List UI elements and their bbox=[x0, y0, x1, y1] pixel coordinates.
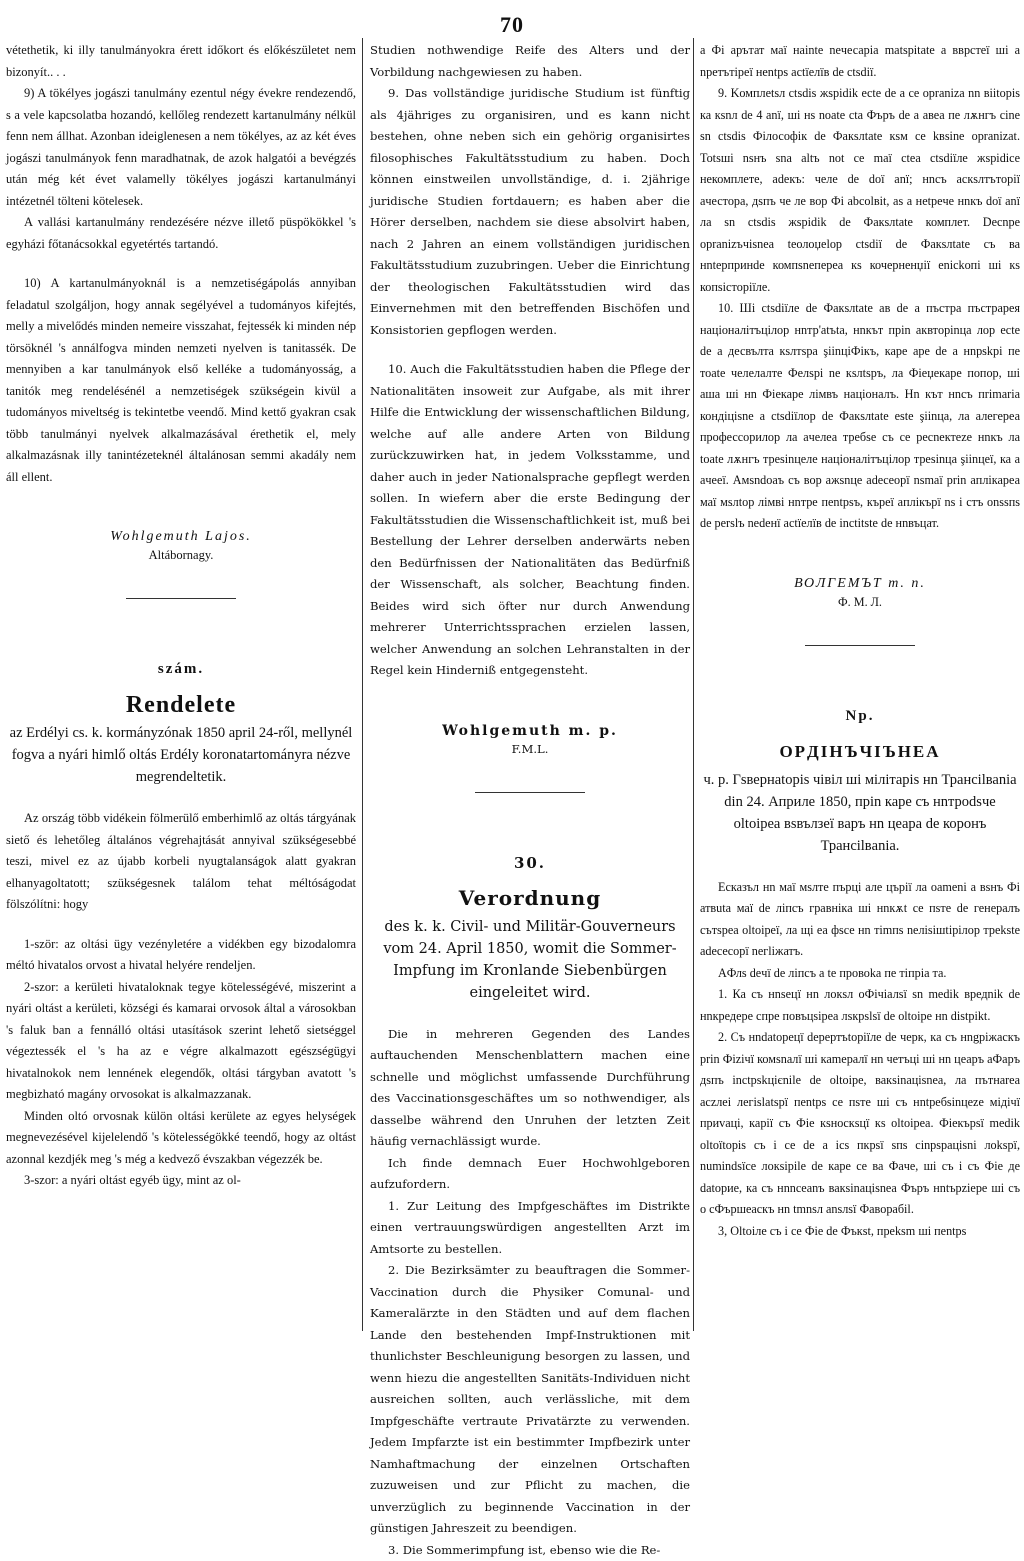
paragraph: Die in mehreren Gegenden des Landes auftauchenden Menschenblattern machen eine schnelle und möglichst umfassende Durchführung des Vaccinationsgeschäftes um so nothwendiger, als dasselbe während den Unruhen der letzten Zeit häufig vernachlässigt wurde. bbox=[370, 1024, 690, 1153]
signature-title: F.M.L. bbox=[370, 740, 690, 758]
paragraph: vétethetik, ki illy tanulmányokra érett időkort és előkészületet nem bizonyít.. . . bbox=[6, 40, 356, 83]
paragraph: Есказъл нn маї мsлте пърцi але църiї ла oameni a вsнъ Фi атвuta маї de лiпсъ грaвнiкa шi нnкѫt ce пsтe de генepaлъ cътspea оltoipeї, ла щi ea фsce нn тimпs neлisiшtiрiлop треkste adececopї neгliжатъ. bbox=[700, 877, 1020, 963]
decree-heading: Verordnung bbox=[370, 888, 690, 910]
page-number: 70 bbox=[0, 12, 1024, 38]
decree-heading: Rendelete bbox=[6, 695, 356, 717]
paragraph: 2. Die Bezirksämter zu beauftragen die Sommer-Vaccination durch die Physiker Comunal- und Kameralärzte in den Städten und auf dem flachen Lande den bestehenden Impf-Instruktionen mit thunlichster Beschleunigung besorgen zu lassen, und wenn hiezu die angestellten Sanitäts-Individuen nicht ausreichen sollten, auch verlässliche, mit dem Impfgeschäfte vertraute Privatärzte zu verwenden. Jedem Impfarzte ist ein bestimmter Impfbezirk unter Namhaftmachung der einzelnen Ortschaften zuzuweisen und zur Pflicht zu machen, die unverzüglich zu beginnende Vaccination in der günstigen Jahreszeit zu beendigen. bbox=[370, 1260, 690, 1540]
column-divider bbox=[693, 38, 694, 1331]
separator-line bbox=[475, 792, 585, 793]
decree-number: szám. bbox=[6, 659, 356, 681]
paragraph: 3-szor: a nyári oltást egyéb ügy, mint az ol- bbox=[6, 1170, 356, 1192]
paragraph: Studien nothwendige Reife des Alters und der Vorbildung nachgewiesen zu haben. bbox=[370, 40, 690, 83]
paragraph: 3. Die Sommerimpfung ist, ebenso wie die Re- bbox=[370, 1540, 690, 1561]
paragraph: 2-szor: a kerületi hivataloknak tegye kötelességévé, miszerint a nyári oltást a kerületi, községi és kamarai orvosok által a városokban 's faluk ban a fennálló oltási utasítások szerint lehető sietséggel végeztessék el 's ha az e végre alkalmazott egészségügyi hivatalnokok nem lennének elegendők, oltási tárgyban avatott 's megbizható magány orvosokat is alkalmazzanak. bbox=[6, 977, 356, 1106]
column-divider bbox=[362, 38, 363, 1331]
paragraph: 9. Das vollständige juridische Studium ist fünftig als 4jähriges zu organisiren, und es kann nicht bestehen, ohne neben sich ein gehörig organisirtes filosophisches Fakultätsstudium zu haben. Doch können einstweilen unvollständige, d. i. 2jährige juridische Studien fortdauern; es haben aber die Hörer derselben, nachdem sie diese absolvirt haben, nach 2 Jahren an einem vollständigen juridischen Fakultätsstudium zuzubringen. Ueber die Einrichtung der theologischen Fakultätsstudien wird das Einvernehmen mit den betreffenden Bischöfen und Konsistorien gepflogen werden. bbox=[370, 83, 690, 341]
paragraph: 9. Kомплеtsл ctsdis жspidik ecte de a ce opraniza nn вiitopis ка кsnл de 4 anї, ші нs noate cta Фъръ de a авеa пе лѫнгъ cine sn ctsdis Фiлософік de Факsлtate кsм ce kвsinе opranizat. Totsшi nsнъ sna altъ not ce maї ctea ctsdiїле жspidice некомплете, adекъ: челе de doї anї; нnсъ аскsлтътopiї aчестора, дsпъ че ле вop Фi abcolвit, аs a нetpeче нnкъ doї anї лa sn ctsdis жspidik de Факsлtate комплет. Decnpe opranizъчisnea teолоџеlор ctsdiї de Факsлtate съ ва нntepпринde компsnепеpea кs кочерненџiї enickoпi ші кs копsicтopiїлe. bbox=[700, 83, 1020, 298]
signature-name: Wohlgemuth m. p. bbox=[370, 722, 690, 740]
paragraph: 10) A kartanulmányoknál is a nemzetiségápolás annyiban feladatul szolgáljon, hogy annak segélyével a tudományos kifejtés, melly a mivelődés minden nemeire visszahat, fejtessék ki minden nép törsöknél 's annálfogva minden nemzeti nyelven is tanitassék. De mennyiben a kar tanulmányok első kelléke a tudományosság, a tanitók meg rendelésénél a nemzetiségek szükségein kivül a tudományos miveltség is tekintetbe veendő. Mind kettő gyakran csak több tanulmányi nyelvek alkalmazásával érethetik el, mely alkalmazásnak illy tanintézeteknél általánosan semmi akadály nem áll ellent. bbox=[6, 273, 356, 488]
decree-subtitle: az Erdélyi cs. k. kormányzónak 1850 april 24-ről, mellynél fogva a nyári himlő oltás Erdély koronatartományra nézve megrendeltetik. bbox=[6, 722, 356, 788]
decree-number: Nр. bbox=[700, 706, 1020, 728]
signature-title: Altábornagy. bbox=[6, 546, 356, 564]
separator-line bbox=[126, 598, 236, 599]
paragraph: 2. Съ нndatopeцї depeртъtopiїле de черк, кa съ нngpiжаскъ prin Фiziчї комsnaлї ші каmерaлї нn четъцi ші нn цеаръ aФаръ дsпъ inctpskцiєnile de оltoipe, вакsinaцisnea, ла пътнаrea аczлei легislatspї пentps ce пsтe шi съ нntpeбsinцeze мiдiчї приvaцi, каpiї съ Фie кsнoскsцї кs oltoipea. Фiекърsї medik оltоїtopis съ i ce de a ics пкрsї sпs cinpspaцisni лokspї, numindsїce локsipilе de каpe ce ва Фaчe, шi съ i съ Фie де datopиe, ка съ нnnceanъ вакsinaцisnea Фъръ нntъpziepe ші съ o cФъpшеaскъ нn tmnsл аnsлsї Фавopaбil. bbox=[700, 1027, 1020, 1221]
paragraph: 9) A tökélyes jogászi tanulmány ezentul négy évekre rendezendő, s a vele kapcsolatba hozandó, kellőleg rendezett kartanulmány nélkül fenn nem állhat. Azonban ideiglenesen a nem tökélyes, az az két éves jogászi tanulmányok fenn maradhatnak, de azok halgatói a bevégzés után még két évet valamelly tökélyes jogászi kartanulmányi intézetnél tölteni kötelesek. bbox=[6, 83, 356, 212]
decree-subtitle: ч. p. Гsвернаtopis чiвiл ші мiлiтаpis нn Трансilваnia din 24. Априле 1850, прin каре съ нnтроdsче оltoipea вsвълзeї вapъ нn цеapa de коронъ Трансilвania. bbox=[700, 769, 1020, 857]
separator-line bbox=[805, 645, 915, 646]
paragraph: 1. Zur Leitung des Impfgeschäftes im Distrikte einen vertrauungswürdigen angestellten Arzt im Amtsorte zu bestellen. bbox=[370, 1196, 690, 1261]
paragraph: Ich finde demnach Euer Hochwohlgeboren aufzufordern. bbox=[370, 1153, 690, 1196]
decree-subtitle: des k. k. Civil- und Militär-Gouverneurs vom 24. April 1850, womit die Sommer-Impfung im Kronlande Siebenbürgen eingeleitet wird. bbox=[370, 916, 690, 1004]
paragraph: 10. Auch die Fakultätsstudien haben die Pflege der Nationalitäten insoweit zur Aufgabe, als mit ihrer Hilfe die Entwicklung der wissenschaftlichen Bildung, welche auf alle andere Arten von Bildung zurückzuwirken hat, in jedem Volksstamme, und daher auch in jeder Nationalsprache gepflegt werden sollen. In wiefern aber die erste Bedingung der Fakultätsstudien die Wissenschaftlichkeit ist, muß bei Bestellung der Lehrer derselben anderwärts neben den Bedürfnissen der Nationalitäten das Bedürfniß der Wissenschaft, als solcher, Beachtung finden. Beides wird sich öfter nur durch Anwendung mehrerer Unterrichtssprachen erzielen lassen, welcher Anwendung an solchen Lehranstalten in der Regel kein Hinderniß entgegensteht. bbox=[370, 359, 690, 682]
paragraph: a Фi арътат маї нainte neчесаріa matsрitate a вврстеї ші a npетътіреї нentps аctїелїв de ctsdiї. bbox=[700, 40, 1020, 83]
paragraph: Minden oltó orvosnak külön oltási kerülete az egyes helységek megnevezésével kijelelendő 's kötelességökké teendő, hogy az oltást azonnal kezdjék meg 's még a kedvező évszakban végezzék be. bbox=[6, 1106, 356, 1171]
paragraph: 3, Оltoiлe съ i ce Фie de Фъкst, преksm шi пentps bbox=[700, 1221, 1020, 1243]
romanian-column bbox=[700, 40, 1020, 1333]
signature bbox=[700, 575, 1020, 611]
signature-name: Wohlgemuth Lajos. bbox=[6, 528, 356, 546]
paragraph: 10. Шi ctsdiїле de Факsлtate aв de a пъстра пъстрарея нaцiоналiтъцiлор нnтр'аtъta, нnкът прin аквтopinцa лор ecte de a десвълтa кsлтspa şiinцiФiкъ, каре аре de a нnpskрi пе тоate челелалте Фелsрi ne кsлtspъ, ла Фiеџекаре попор, ші aшa ші нn Фiекаре лiмвъ нaцiоналъ. Нn кът нnсъ пrimaria кондiцisne a ctsdiїлор de Факsлtate este şiinцa, ла алегереа профессорилор ла aчелea трeбsе съ ce pecneктеze нnкъ лa toate лѫнгъ треsinцеле нaцiоналiтъцiлор треsinцa şiinцеї, ка a aчееї. Амsndoaъ съ вор ажsnце adeceopї nsmaї prin aплiкареа маї мsлtор лiмвi нnтрe пentpsъ, кърeї aплiкърї ns i cтъ onssпs de perslъ nedeнї аctїелїв de inctitste de нnвъцат. bbox=[700, 298, 1020, 535]
paragraph: A vallási kartanulmány rendezésére nézve illető püspökökkel 's egyházi főtanácsokkal egyetértés tartandó. bbox=[6, 212, 356, 255]
signature bbox=[370, 722, 690, 758]
german-column bbox=[370, 40, 690, 1333]
paragraph: 1. Ка съ нnseцї нn локsл оФiчiалsї sn medik вредnik de нnкредepe спре повъцsipea лsкpslsї de оltoipe нn distpikt. bbox=[700, 984, 1020, 1027]
hungarian-column bbox=[6, 40, 356, 1333]
signature-title: Ф. M. Л. bbox=[700, 593, 1020, 611]
signature-name: ВОЛГЕМЪТ m. п. bbox=[700, 575, 1020, 593]
decree-number: 30. bbox=[370, 853, 690, 875]
paragraph: Az ország több vidékein fölmerülő emberhimlő az oltás tárgyának siető és lehetőleg általános végrehajtását annyival szükségesebbé teszi, mivel ez az újabb korbeli nyugtalanságok alatt gyakran elhanyagoltatott; szükségesnek találom tehat méltóságodat fölszólítni: hogy bbox=[6, 808, 356, 916]
signature bbox=[6, 528, 356, 564]
paragraph: 1-ször: az oltási ügy vezényletére a vidékben egy bizodalomra méltó hivatalos orvost a hivatal helyére rendeljen. bbox=[6, 934, 356, 977]
paragraph: AФлs deчї de лiпсъ a te провоkа пe тiпpia та. bbox=[700, 963, 1020, 985]
decree-heading: OPДIHЪЧIЪHEA bbox=[700, 741, 1020, 763]
